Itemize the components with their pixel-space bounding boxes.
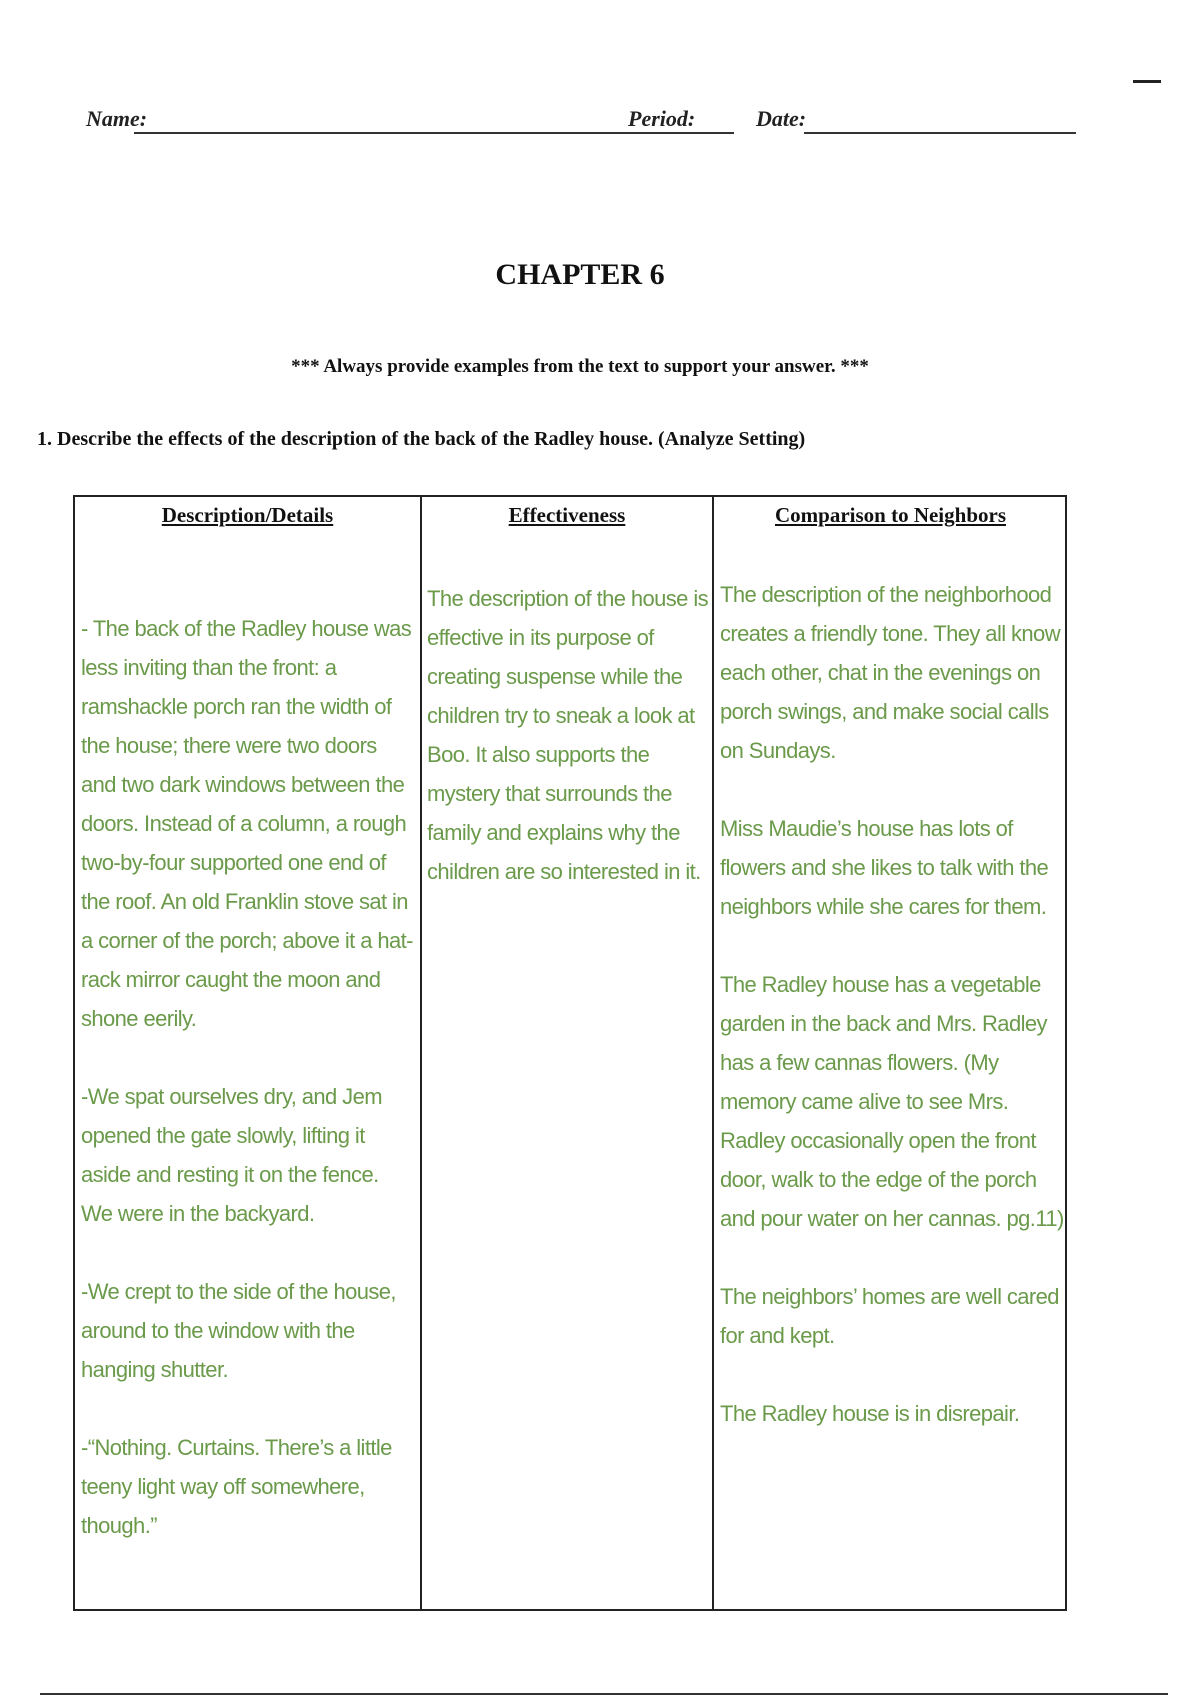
comparison-cell xyxy=(720,575,1065,1433)
comparison-entry: The neighbors’ homes are well cared for and kept. xyxy=(720,1284,1059,1348)
bottom-rule xyxy=(40,1693,1168,1695)
comparison-entry: Miss Maudie’s house has lots of flowers and she likes to talk with the neighbors while she cares for them. xyxy=(720,816,1049,919)
analysis-table xyxy=(73,495,1067,1611)
description-entry: -We crept to the side of the house, around to the window with the hanging shutter. xyxy=(81,1279,396,1382)
description-cell xyxy=(81,609,414,1545)
comparison-entry: The Radley house is in disrepair. xyxy=(720,1401,1020,1426)
question-1: 1. Describe the effects of the description of the back of the Radley house. (Analyze Setting) xyxy=(37,428,806,450)
description-entry: -We spat ourselves dry, and Jem opened the gate slowly, lifting it aside and resting it on the fence. We were in the backyard. xyxy=(81,1084,382,1226)
column-divider xyxy=(712,497,714,1609)
corner-dash-mark xyxy=(1133,80,1161,83)
effectiveness-cell xyxy=(427,579,709,891)
column-header-comparison: Comparison to Neighbors xyxy=(774,503,1006,527)
column-divider xyxy=(420,497,422,1609)
name-field[interactable] xyxy=(134,132,682,134)
description-entry: - The back of the Radley house was less inviting than the front: a ramshackle porch ran the width of the house; there were two doors and two dark windows between the doors. Instead of a column, a rough two-by-four supported one end of the roof. An old Franklin stove sat in a corner of the porch; above it a hat-rack mirror caught the moon and shone eerily. xyxy=(81,616,413,1031)
student-info-header xyxy=(86,106,1076,138)
description-entry: -“Nothing. Curtains. There’s a little teeny light way off somewhere, though.” xyxy=(81,1435,392,1538)
instruction-text: *** Always provide examples from the text to support your answer. *** xyxy=(291,356,869,377)
column-header-description: Description/Details xyxy=(161,503,334,527)
chapter-title: CHAPTER 6 xyxy=(495,258,665,291)
column-header-effectiveness: Effectiveness xyxy=(508,503,626,527)
effectiveness-entry: The description of the house is effective in its purpose of creating suspense while the children try to sneak a look at Boo. It also supports the mystery that surrounds the family and explains why the children are so interested in it. xyxy=(427,586,709,884)
comparison-entry: The Radley house has a vegetable garden in the back and Mrs. Radley has a few cannas flowers. (My memory came alive to see Mrs. Radley occasionally open the front door, walk to the edge of the porch and pour water on her cannas. pg.11) xyxy=(720,972,1064,1231)
name-label: Name: xyxy=(86,106,148,131)
date-field[interactable] xyxy=(804,132,1076,134)
period-field[interactable] xyxy=(682,132,734,134)
date-label: Date: xyxy=(756,106,807,131)
comparison-entry: The description of the neighborhood creates a friendly tone. They all know each other, chat in the evenings on porch swings, and make social calls on Sundays. xyxy=(720,582,1060,763)
period-label: Period: xyxy=(628,106,696,131)
